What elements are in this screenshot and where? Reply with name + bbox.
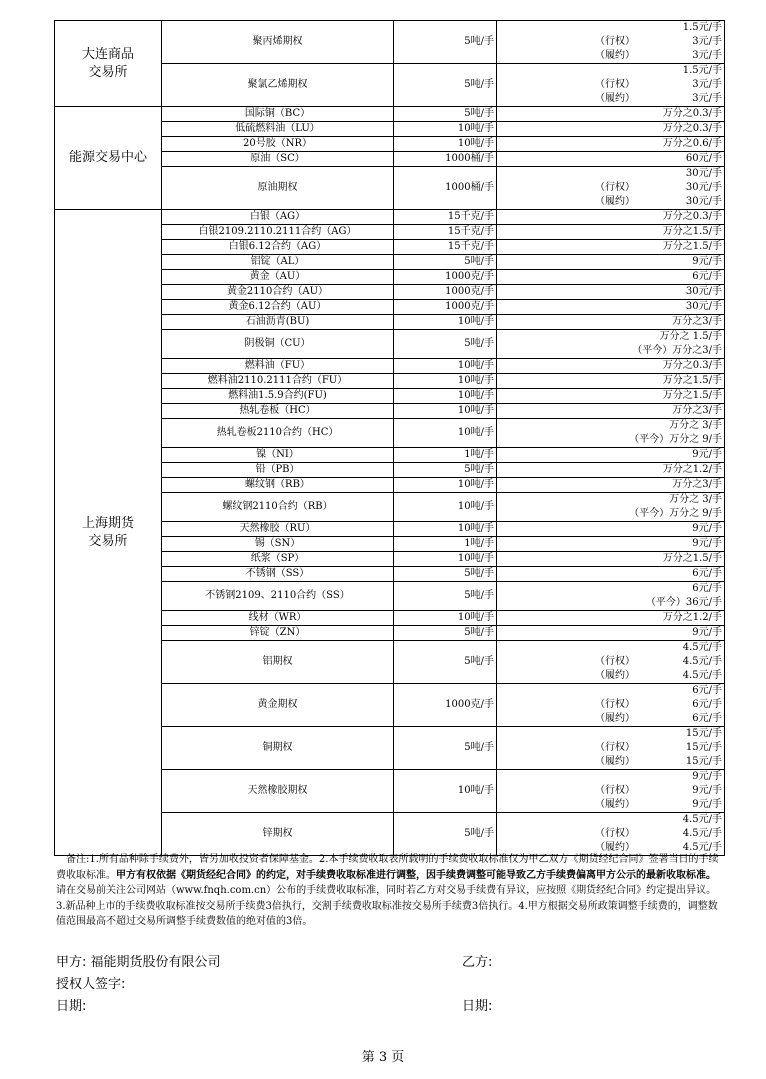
fee-type-label: （行权）	[595, 785, 635, 796]
party-a-label: 甲方: 福能期货股份有限公司	[56, 955, 221, 970]
table-row	[55, 21, 725, 64]
fee-value: 4.5元/手	[682, 842, 722, 853]
product-name: 锡（SN）	[162, 537, 394, 552]
fee-value: 9元/手	[692, 785, 722, 796]
fee-cell	[497, 167, 725, 210]
product-name: 黄金（AU）	[162, 270, 394, 285]
fee-value: 3元/手	[692, 50, 722, 61]
fee-cell	[497, 684, 725, 727]
trading-unit: 5吨/手	[394, 64, 497, 107]
fee-cell	[497, 255, 725, 270]
fee-line	[499, 596, 722, 610]
fee-value: 4.5元/手	[682, 814, 722, 825]
fee-value: 4.5元/手	[682, 828, 722, 839]
fee-line	[499, 655, 722, 669]
fee-cell	[497, 64, 725, 107]
authorized-signature-label: 授权人签字:	[56, 977, 126, 992]
fee-line	[499, 78, 722, 92]
fee-line	[499, 463, 722, 477]
fee-cell	[497, 210, 725, 225]
fee-line	[499, 727, 722, 741]
fee-type-label: （履约）	[595, 50, 635, 61]
product-name: 线材（WR）	[162, 611, 394, 626]
fee-cell	[497, 300, 725, 315]
trading-unit: 5吨/手	[394, 727, 497, 770]
fee-value: 30元/手	[685, 301, 722, 312]
product-name: 热轧卷板2110合约（HC）	[162, 419, 394, 448]
fee-cell	[497, 152, 725, 167]
product-name: 铜期权	[162, 727, 394, 770]
exchange-name: 能源交易中心	[55, 107, 162, 210]
fee-value: 6元/手	[692, 583, 722, 594]
fee-line	[499, 210, 722, 224]
fee-line	[499, 330, 722, 344]
fee-line	[499, 49, 722, 63]
product-name: 原油期权	[162, 167, 394, 210]
fee-value: 万分之0.6/手	[662, 138, 722, 149]
fee-table-body	[55, 21, 725, 856]
fee-type-label: （履约）	[595, 842, 635, 853]
trading-unit: 1000克/手	[394, 285, 497, 300]
fee-value: 30元/手	[685, 286, 722, 297]
fee-type-label: （行权）	[595, 182, 635, 193]
product-name: 聚丙烯期权	[162, 21, 394, 64]
product-name: 白银2109.2110.2111合约（AG）	[162, 225, 394, 240]
trading-unit: 5吨/手	[394, 567, 497, 582]
fee-line	[499, 92, 722, 106]
trading-unit: 10吨/手	[394, 552, 497, 567]
fee-line	[499, 107, 722, 121]
fee-cell	[497, 727, 725, 770]
fee-value: 万分之1.5/手	[662, 553, 722, 564]
trading-unit: 10吨/手	[394, 122, 497, 137]
remarks-text-2: 请在交易前关注公司网站（www.fnqh.com.cn）公布的手续费收取标准，同时若乙方对交易手续费有异议，应按照《期货经纪合同》约定提出异议。3.新品种上市的手续费收取标准按交易所手续费3倍执行，交割手续费收取标准按交易所手续费3倍执行。4.甲方根据交易所政策调整手续费的，调整数值范围最高不超过交易所调整手续费数值的绝对值的3倍。	[56, 885, 718, 927]
trading-unit: 10吨/手	[394, 611, 497, 626]
fee-line	[499, 64, 722, 78]
fee-value: 4.5元/手	[682, 642, 722, 653]
fee-line	[499, 137, 722, 151]
fee-cell	[497, 389, 725, 404]
fee-line	[499, 21, 722, 35]
fee-type-label: （行权）	[595, 742, 635, 753]
fee-line	[499, 448, 722, 462]
product-name: 20号胶（NR）	[162, 137, 394, 152]
fee-line	[499, 770, 722, 784]
trading-unit: 1吨/手	[394, 537, 497, 552]
trading-unit: 10吨/手	[394, 478, 497, 493]
trading-unit: 5吨/手	[394, 813, 497, 856]
trading-unit: 1000克/手	[394, 300, 497, 315]
fee-line	[499, 684, 722, 698]
trading-unit: 5吨/手	[394, 330, 497, 359]
trading-unit: 15千克/手	[394, 210, 497, 225]
fee-value: 万分之1.5/手	[662, 390, 722, 401]
product-name: 铝期权	[162, 641, 394, 684]
fee-cell	[497, 359, 725, 374]
fee-value: 6元/手	[692, 271, 722, 282]
trading-unit: 10吨/手	[394, 315, 497, 330]
fee-value: 万分之1.5/手	[662, 375, 722, 386]
trading-unit: 1000桶/手	[394, 152, 497, 167]
fee-value: 万分之0.3/手	[662, 108, 722, 119]
fee-value: 1.5元/手	[682, 65, 722, 76]
remarks-text-1: 备注:1.所有品种除手续费外，皆另加收投资者保障基金。2.本手续费收取表所载明的手续费收取标准仅为甲乙双方《期货经纪合同》签署当日的手续费收取标准。	[56, 854, 719, 881]
fee-cell	[497, 122, 725, 137]
product-name: 白银6.12合约（AG）	[162, 240, 394, 255]
fee-value: 万分之 1.5/手	[659, 331, 722, 342]
fee-value: 3元/手	[692, 36, 722, 47]
fee-value: 万分之 3/手	[669, 494, 722, 505]
product-name: 黄金2110合约（AU）	[162, 285, 394, 300]
fee-line	[499, 712, 722, 726]
fee-value: 9元/手	[692, 523, 722, 534]
fee-type-label: （行权）	[595, 828, 635, 839]
trading-unit: 10吨/手	[394, 493, 497, 522]
trading-unit: 5吨/手	[394, 582, 497, 611]
product-name: 锌期权	[162, 813, 394, 856]
product-name: 燃料油1.5.9合约(FU)	[162, 389, 394, 404]
fee-line	[499, 359, 722, 373]
fee-line	[499, 567, 722, 581]
fee-type-label: （行权）	[595, 656, 635, 667]
fee-line	[499, 122, 722, 136]
trading-unit: 5吨/手	[394, 641, 497, 684]
trading-unit: 10吨/手	[394, 522, 497, 537]
fee-line	[499, 611, 722, 625]
product-name: 燃料油2110.2111合约（FU）	[162, 374, 394, 389]
fee-cell	[497, 419, 725, 448]
fee-line	[499, 537, 722, 551]
product-name: 天然橡胶期权	[162, 770, 394, 813]
trading-unit: 15千克/手	[394, 225, 497, 240]
fee-type-label: （履约）	[595, 756, 635, 767]
trading-unit: 5吨/手	[394, 463, 497, 478]
fee-value: （平今）万分之 9/手	[629, 434, 722, 445]
fee-line	[499, 741, 722, 755]
product-name: 黄金期权	[162, 684, 394, 727]
trading-unit: 5吨/手	[394, 255, 497, 270]
fee-line	[499, 419, 722, 433]
fee-cell	[497, 770, 725, 813]
product-name: 阴极铜（CU）	[162, 330, 394, 359]
fee-line	[499, 433, 722, 447]
trading-unit: 5吨/手	[394, 626, 497, 641]
fee-cell	[497, 21, 725, 64]
fee-value: 万分之3/手	[672, 316, 722, 327]
fee-value: （平今）万分之3/手	[632, 345, 722, 356]
fee-value: 6元/手	[692, 713, 722, 724]
fee-line	[499, 552, 722, 566]
fee-line	[499, 152, 722, 166]
product-name: 锌锭（ZN）	[162, 626, 394, 641]
fee-cell	[497, 626, 725, 641]
fee-line	[499, 669, 722, 683]
fee-value: 万分之1.5/手	[662, 226, 722, 237]
product-name: 燃料油（FU）	[162, 359, 394, 374]
trading-unit: 10吨/手	[394, 374, 497, 389]
fee-line	[499, 255, 722, 269]
fee-value: 3元/手	[692, 93, 722, 104]
party-b-label: 乙方:	[462, 955, 493, 970]
table-row	[55, 210, 725, 225]
fee-value: 4.5元/手	[682, 656, 722, 667]
fee-table	[54, 20, 725, 856]
product-name: 螺纹钢2110合约（RB）	[162, 493, 394, 522]
fee-cell	[497, 552, 725, 567]
fee-type-label: （行权）	[595, 79, 635, 90]
date-b-label: 日期:	[462, 999, 493, 1014]
trading-unit: 1000克/手	[394, 684, 497, 727]
fee-cell	[497, 240, 725, 255]
fee-cell	[497, 315, 725, 330]
fee-line	[499, 35, 722, 49]
fee-value: 60元/手	[685, 153, 722, 164]
fee-cell	[497, 448, 725, 463]
fee-cell	[497, 225, 725, 240]
fee-type-label: （履约）	[595, 196, 635, 207]
fee-value: 9元/手	[692, 771, 722, 782]
fee-cell	[497, 404, 725, 419]
product-name: 低硫燃料油（LU）	[162, 122, 394, 137]
fee-value: 9元/手	[692, 538, 722, 549]
fee-type-label: （履约）	[595, 713, 635, 724]
product-name: 铝锭（AL）	[162, 255, 394, 270]
product-name: 天然橡胶（RU）	[162, 522, 394, 537]
fee-line	[499, 493, 722, 507]
fee-cell	[497, 611, 725, 626]
fee-value: 万分之0.3/手	[662, 360, 722, 371]
fee-value: （平今）36元/手	[645, 597, 722, 608]
remarks	[56, 852, 720, 930]
fee-cell	[497, 478, 725, 493]
fee-line	[499, 582, 722, 596]
trading-unit: 10吨/手	[394, 770, 497, 813]
trading-unit: 15千克/手	[394, 240, 497, 255]
trading-unit: 1吨/手	[394, 448, 497, 463]
fee-value: 万分之1.2/手	[662, 612, 722, 623]
fee-line	[499, 798, 722, 812]
fee-type-label: （履约）	[595, 799, 635, 810]
fee-line	[499, 522, 722, 536]
fee-cell	[497, 641, 725, 684]
fee-line	[499, 813, 722, 827]
product-name: 纸浆（SP）	[162, 552, 394, 567]
fee-line	[499, 641, 722, 655]
fee-line	[499, 285, 722, 299]
fee-cell	[497, 582, 725, 611]
fee-value: 6元/手	[692, 699, 722, 710]
trading-unit: 10吨/手	[394, 389, 497, 404]
fee-line	[499, 404, 722, 418]
fee-cell	[497, 463, 725, 478]
fee-value: 万分之 3/手	[669, 420, 722, 431]
product-name: 石油沥青(BU)	[162, 315, 394, 330]
product-name: 白银（AG）	[162, 210, 394, 225]
product-name: 镍（NI）	[162, 448, 394, 463]
fee-cell	[497, 270, 725, 285]
exchange-name: 上海期货 交易所	[55, 210, 162, 856]
fee-cell	[497, 537, 725, 552]
product-name: 热轧卷板（HC）	[162, 404, 394, 419]
fee-value: 30元/手	[685, 196, 722, 207]
fee-cell	[497, 813, 725, 856]
fee-line	[499, 698, 722, 712]
fee-line	[499, 225, 722, 239]
fee-value: 9元/手	[692, 256, 722, 267]
fee-cell	[497, 285, 725, 300]
fee-value: 万分之0.3/手	[662, 211, 722, 222]
product-name: 黄金6.12合约（AU）	[162, 300, 394, 315]
remarks-bold-text: 甲方有权依据《期货经纪合同》的约定，对手续费收取标准进行调整，因手续费调整可能导致乙方手续费偏离甲方公示的最新收取标准。	[116, 869, 716, 881]
fee-line	[499, 195, 722, 209]
trading-unit: 10吨/手	[394, 359, 497, 374]
fee-type-label: （行权）	[595, 699, 635, 710]
product-name: 螺纹钢（RB）	[162, 478, 394, 493]
fee-value: 万分之0.3/手	[662, 123, 722, 134]
trading-unit: 10吨/手	[394, 137, 497, 152]
fee-type-label: （履约）	[595, 93, 635, 104]
fee-line	[499, 300, 722, 314]
fee-line	[499, 827, 722, 841]
exchange-name: 大连商品 交易所	[55, 21, 162, 107]
fee-cell	[497, 330, 725, 359]
fee-value: 3元/手	[692, 79, 722, 90]
date-a-label: 日期:	[56, 999, 87, 1014]
fee-value: 15元/手	[685, 756, 722, 767]
fee-cell	[497, 137, 725, 152]
fee-cell	[497, 493, 725, 522]
trading-unit: 10吨/手	[394, 404, 497, 419]
fee-value: 15元/手	[685, 728, 722, 739]
page-number: 第 3 页	[361, 1050, 405, 1065]
fee-value: 9元/手	[692, 799, 722, 810]
product-name: 不锈钢（SS）	[162, 567, 394, 582]
fee-value: 万分之1.2/手	[662, 464, 722, 475]
trading-unit: 5吨/手	[394, 107, 497, 122]
fee-value: 4.5元/手	[682, 670, 722, 681]
product-name: 不锈钢2109、2110合约（SS）	[162, 582, 394, 611]
trading-unit: 1000克/手	[394, 270, 497, 285]
fee-line	[499, 755, 722, 769]
fee-line	[499, 344, 722, 358]
fee-type-label: （履约）	[595, 670, 635, 681]
fee-line	[499, 315, 722, 329]
fee-type-label: （行权）	[595, 36, 635, 47]
fee-cell	[497, 107, 725, 122]
fee-line	[499, 374, 722, 388]
fee-cell	[497, 374, 725, 389]
fee-cell	[497, 567, 725, 582]
fee-value: 1.5元/手	[682, 22, 722, 33]
trading-unit: 5吨/手	[394, 21, 497, 64]
fee-line	[499, 389, 722, 403]
fee-line	[499, 181, 722, 195]
fee-line	[499, 626, 722, 640]
fee-line	[499, 270, 722, 284]
trading-unit: 10吨/手	[394, 419, 497, 448]
fee-line	[499, 167, 722, 181]
fee-line	[499, 478, 722, 492]
fee-cell	[497, 522, 725, 537]
fee-value: 9元/手	[692, 449, 722, 460]
trading-unit: 1000桶/手	[394, 167, 497, 210]
product-name: 聚氯乙烯期权	[162, 64, 394, 107]
fee-value: 万分之1.5/手	[662, 241, 722, 252]
fee-line	[499, 507, 722, 521]
fee-value: 15元/手	[685, 742, 722, 753]
product-name: 原油（SC）	[162, 152, 394, 167]
product-name: 国际铜（BC）	[162, 107, 394, 122]
fee-line	[499, 784, 722, 798]
fee-value: 9元/手	[692, 627, 722, 638]
fee-value: 30元/手	[685, 168, 722, 179]
fee-value: 万分之3/手	[672, 405, 722, 416]
fee-line	[499, 240, 722, 254]
fee-value: 30元/手	[685, 182, 722, 193]
table-row	[55, 107, 725, 122]
fee-value: 6元/手	[692, 568, 722, 579]
product-name: 铅（PB）	[162, 463, 394, 478]
fee-value: （平今）万分之 9/手	[629, 508, 722, 519]
fee-value: 万分之3/手	[672, 479, 722, 490]
fee-value: 6元/手	[692, 685, 722, 696]
